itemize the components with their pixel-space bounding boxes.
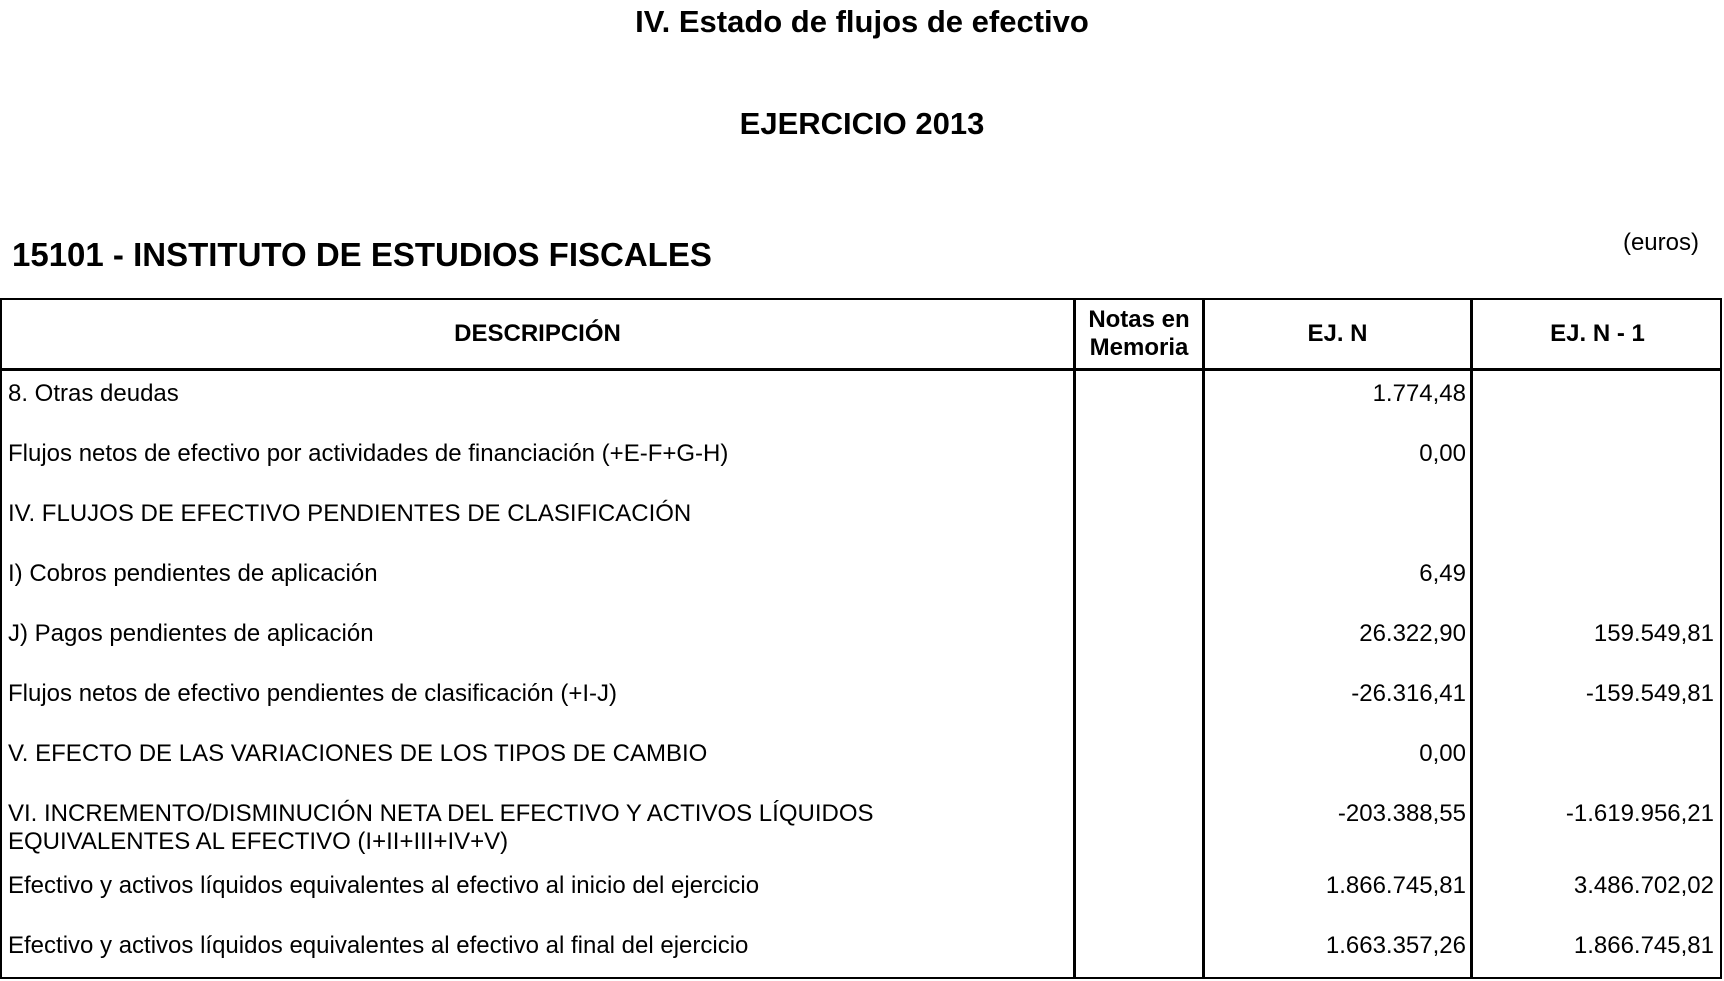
row-current-value: 0,00 (1419, 740, 1466, 767)
row-previous-value: -1.619.956,21 (1565, 800, 1714, 827)
row-description: Efectivo y activos líquidos equivalentes al efectivo al final del ejercicio (8, 932, 749, 959)
row-current-value: 1.866.745,81 (1325, 872, 1466, 899)
row-previous-value: 1.866.745,81 (1573, 932, 1714, 959)
table-row (2, 372, 1720, 422)
row-description: Flujos netos de efectivo pendientes de clasificación (+I-J) (8, 680, 617, 707)
row-description: VI. INCREMENTO/DISMINUCIÓN NETA DEL EFECTIVO Y ACTIVOS LÍQUIDOS EQUIVALENTES AL EFECTIVO (I+II+III+IV+V) (8, 800, 874, 855)
row-current-value: 1.663.357,26 (1325, 932, 1466, 959)
column-header-notes: Notas en Memoria (1088, 306, 1190, 361)
column-header-description: DESCRIPCIÓN (454, 320, 621, 347)
row-description: IV. FLUJOS DE EFECTIVO PENDIENTES DE CLASIFICACIÓN (8, 500, 692, 527)
row-description: J) Pagos pendientes de aplicación (8, 620, 374, 647)
row-current-value: -203.388,55 (1337, 800, 1466, 827)
row-description: Efectivo y activos líquidos equivalentes al efectivo al inicio del ejercicio (8, 872, 760, 899)
row-current-value: 0,00 (1419, 440, 1466, 467)
row-description: V. EFECTO DE LAS VARIACIONES DE LOS TIPOS DE CAMBIO (8, 740, 708, 767)
row-previous-value: 3.486.702,02 (1573, 872, 1714, 899)
table-row (2, 864, 1720, 914)
header-divider (2, 368, 1720, 371)
row-current-value: 1.774,48 (1372, 380, 1466, 407)
row-description: Flujos netos de efectivo por actividades de financiación (+E-F+G-H) (8, 440, 729, 467)
table-row (2, 432, 1720, 482)
row-current-value: -26.316,41 (1351, 680, 1466, 707)
row-description: I) Cobros pendientes de aplicación (8, 560, 378, 587)
row-description: 8. Otras deudas (8, 380, 179, 407)
table-row (2, 924, 1720, 974)
cash-flow-table (0, 298, 1722, 979)
entity-name: 15101 - INSTITUTO DE ESTUDIOS FISCALES (12, 236, 712, 273)
column-header-current-year: EJ. N (1307, 320, 1368, 347)
table-row (2, 612, 1720, 662)
table-row (2, 552, 1720, 602)
row-previous-value: 159.549,81 (1593, 620, 1714, 647)
column-header-previous-year: EJ. N - 1 (1550, 320, 1645, 347)
table-row (2, 792, 1720, 858)
table-row (2, 492, 1720, 542)
currency-unit-label: (euros) (1622, 229, 1699, 256)
table-row (2, 672, 1720, 722)
page-title: IV. Estado de flujos de efectivo (635, 4, 1089, 39)
row-previous-value: -159.549,81 (1585, 680, 1714, 707)
row-current-value: 6,49 (1419, 560, 1466, 587)
table-row (2, 732, 1720, 782)
row-current-value: 26.322,90 (1359, 620, 1466, 647)
exercise-title: EJERCICIO 2013 (739, 106, 985, 141)
